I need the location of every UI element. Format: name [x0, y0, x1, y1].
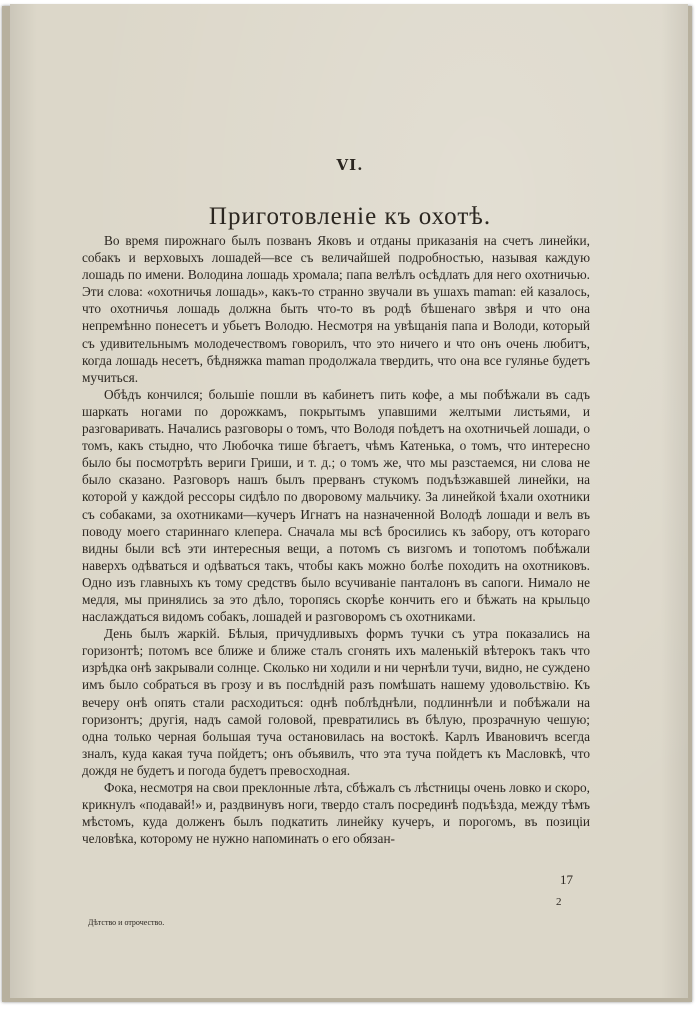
body-text: [82, 232, 590, 847]
signature-number: 2: [556, 896, 562, 908]
chapter-number: VI.: [336, 156, 364, 174]
page-number: 17: [560, 872, 573, 887]
chapter-title: Приготовленіе къ охотѣ.: [208, 202, 492, 230]
paragraph-3: День былъ жаркій. Бѣлыя, причудливыхъ формъ тучки съ утра показались на горизонтѣ; потомъ все ближе и ближе сталъ сгонять ихъ маленькій вѣтерокъ такъ что изрѣдка онѣ закрывали солнце. Сколько ни ходили и ни чернѣли тучи, видно, не суждено имъ было собраться въ грозу и въ послѣдній разъ помѣшать нашему удовольствію. Къ вечеру онѣ опять стали расходиться: однѣ поблѣднѣли, подлиннѣли и побѣжали на горизонтъ; другія, надъ самой головой, превратились въ бѣлую, прозрачную чешую; одна только черная большая туча остановилась на востокѣ. Карлъ Ивановичъ всегда зналъ, куда какая туча пойдетъ; онъ объявилъ, что эта туча пойдетъ къ Масловкѣ, что дождя не будетъ и погода будетъ превосходная.: [82, 626, 590, 778]
paragraph-4: Фока, несмотря на свои преклонные лѣта, сбѣжалъ съ лѣстницы очень ловко и скоро, крикнулъ «подавай!» и, раздвинувъ ноги, твердо сталъ посрединѣ подъѣзда, между тѣмъ мѣстомъ, куда долженъ былъ подкатить линейку кучеръ, и порогомъ, въ позиціи человѣка, которому не нужно напоминать о его обязан-: [82, 780, 590, 847]
footer-book-title: Дѣтство и отрочество.: [88, 918, 165, 927]
paragraph-2: Обѣдъ кончился; большіе пошли въ кабинетъ пить кофе, а мы побѣжали въ садъ шаркать ногами по дорожкамъ, покрытымъ упавшими желтыми листьями, и разговаривать. Начались разговоры о томъ, что Володя поѣдетъ на охотничьей лошади, о томъ, какъ стыдно, что Любочка тише бѣгаетъ, чѣмъ Катенька, о томъ, что интересно было бы посмотрѣть вериги Гриши, и т. д.; о томъ же, что мы разстаемся, ни слова не было сказано. Разговоръ нашъ былъ прерванъ стукомъ подъѣзжавшей линейки, на которой у каждой рессоры сидѣло по дворовому мальчику. За линейкой ѣхали охотники съ собаками, за охотниками—кучеръ Игнатъ на назначенной Володѣ лошади и велъ въ поводу моего стариннаго клепера. Сначала мы всѣ бросились къ забору, отъ котораго видны были всѣ эти интересныя вещи, а потомъ съ визгомъ и топотомъ побѣжали наверхъ одѣваться и одѣваться такъ, чтобы какъ можно болѣе походить на охотниковъ. Одно изъ главныхъ къ тому средствъ было всучиваніе панталонъ въ сапоги. Нимало не медля, мы принялись за это дѣло, торопясь скорѣе кончить его и бѣжать на крыльцо наслаждаться видомъ собакъ, лошадей и разговоромъ съ охотниками.: [82, 386, 590, 625]
paragraph-1: Во время пирожнаго былъ позванъ Яковъ и отданы приказанія на счетъ линейки, собакъ и верховыхъ лошадей—все съ величайшей подробностью, называя каждую лошадь по имени. Володина лошадь хромала; папа велѣлъ осѣдлать для него охотничью. Эти слова: «охотничья лошадь», какъ-то странно звучали въ ушахъ maman: ей казалось, что охотничья лошадь должна быть что-то въ родѣ бѣшенаго звѣря и что она непремѣнно понесетъ и убьетъ Володю. Несмотря на увѣщанія папа и Володи, который съ удивительнымъ молодечествомъ говорилъ, что это ничего и что онъ очень любитъ, когда лошадь несетъ, бѣдняжка maman продолжала твердить, что она все гулянье будетъ мучиться.: [82, 233, 590, 385]
